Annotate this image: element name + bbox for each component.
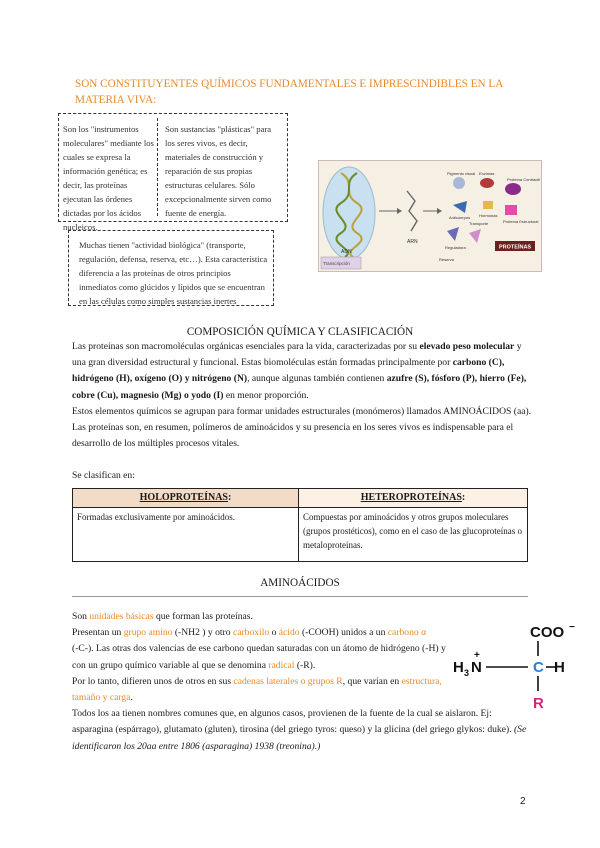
- term-radical: radical: [268, 659, 295, 671]
- label-arn: ARN: [407, 239, 418, 245]
- aa-line-4: Por lo tanto, difieren unos de otros en sus cadenas laterales o grupos R, que varían en estructura, tamaño y carga.: [72, 675, 442, 704]
- label-reserva: Reserva: [439, 257, 454, 262]
- term-estructura: estructura, tamaño y carga: [72, 675, 442, 704]
- table-col-heteroproteinas: HETEROPROTEÍNAS: Compuestas por aminoácidos y otros grupos moleculares (grupos prostéticos), como en el caso de las glucoproteínas o metaloproteínas.: [299, 489, 527, 561]
- aa-coo-label: COO: [530, 624, 565, 641]
- protein-functions-figure: [318, 160, 542, 272]
- label-defensa: Anticuerpos: [449, 215, 471, 220]
- function-text-activity: Muchas tienen "actividad biológica" (transporte, regulación, defensa, reserva, etc…). Esta característica diferencia a las proteínas de otros principios inmediatos como glúcidos y lípidos que se encuentran en las células como simples sustancias inertes: [79, 240, 268, 306]
- aa-subscript-3: 3: [464, 668, 470, 678]
- aa-amino-charge: +: [474, 650, 480, 661]
- aa-note-italic: (Se identificaron los 20aa entre 1806 (asparagina) 1938 (treonina).): [72, 724, 527, 752]
- aa-alpha-carbon: C: [533, 659, 544, 676]
- holoproteinas-title: HOLOPROTEÍNAS: [139, 492, 228, 503]
- aa-line-5: Todos los aa tienen nombres comunes que, en algunos casos, provienen de la fuente de la cual se aislaron. Ej: asparagina (espárrago), glutamato (gluten), tirosina (del griego tyros: queso) y la glicina (del griego glykos: duke). (Se identificaron los 20aa entre 1806 (asparagina) 1938 (treonina).): [72, 708, 527, 752]
- heteroproteinas-text: Compuestas por aminoácidos y otros grupos moleculares (grupos prostéticos), como en el caso de las glucoproteínas o metaloproteínas.: [303, 512, 522, 550]
- function-box-dual: [58, 113, 288, 232]
- label-reguladora: Reguladora: [445, 245, 466, 250]
- p1-text-4: en menor proporción.: [223, 389, 309, 401]
- clasifican-label: Se clasifican en:: [72, 470, 135, 481]
- aa-line-2: Presentan un grupo amino (-NH2 ) y otro carboxilo o ácido (-COOH) unidos a un carbono α: [72, 627, 427, 639]
- term-grupo-amino: grupo amino: [123, 627, 173, 639]
- label-enzimas: Enzimas: [479, 171, 495, 176]
- function-text-plastic: Son sustancias "plásticas" para los seres vivos, es decir, materiales de construcción y reparación de sus propias estructuras celulares. Sólo excepcionalmente sirven como fuente de energía.: [165, 124, 272, 218]
- aa-radical-r: R: [533, 695, 544, 712]
- holoproteinas-text: Formadas exclusivamente por aminoácidos.: [77, 512, 235, 522]
- composicion-paragraph-2: Estos elementos químicos se agrupan para formar unidades estructurales (monómeros) llamados AMINOÁCIDOS (aa). Las proteínas son, en resumen, polímeros de aminoácidos y su presencia en los seres vivos es indispensable para el desarrollo de los múltiples procesos vitales.: [72, 406, 532, 450]
- label-proteinas: PROTEÍNAS: [499, 244, 532, 251]
- box-divider: [157, 118, 158, 216]
- section-title-composicion: COMPOSICIÓN QUÍMICA Y CLASIFICACIÓN: [186, 326, 414, 338]
- p1-text-2: y una gran diversidad estructural y funcional. Estas biomoléculas están formadas principalmente por: [72, 341, 522, 369]
- aminoacidos-paragraph: [72, 609, 527, 755]
- composicion-paragraph-1: [72, 339, 532, 404]
- p1-text-3: , aunque algunas también contienen: [247, 373, 387, 385]
- term-carbono-alfa: carbono α: [387, 627, 427, 639]
- term-carboxilo: carboxilo: [232, 627, 270, 639]
- aa-coo-charge: −: [569, 622, 575, 633]
- term-unidades-basicas: unidades básicas: [89, 611, 154, 622]
- protein-functions-illustration: [319, 161, 541, 271]
- aa-line-3: (-C-). Las otras dos valencias de ese carbono quedan saturadas con un átomo de hidrógeno (-H) y con un grupo químico variable al que se denomina radical (-R).: [72, 643, 446, 671]
- page-number: 2: [520, 796, 526, 807]
- table-col-holoproteinas: HOLOPROTEÍNAS: Formadas exclusivamente por aminoácidos.: [73, 489, 299, 561]
- amino-acid-structure-diagram: [452, 620, 575, 712]
- label-hormonas: Hormonas: [479, 213, 498, 218]
- aa-hydrogen: H: [554, 659, 565, 676]
- function-box-activity: [68, 230, 274, 306]
- label-adn: ADN: [341, 249, 352, 255]
- p1-bold-peso: elevado peso molecular: [419, 341, 515, 352]
- label-pigmento: Pigmento visual: [447, 171, 476, 176]
- function-text-instruments: Son los "instrumentos moleculares" mediante los cuales se expresa la información genética; es decir, las proteínas ejecutan las órdenes dictadas por los ácidos nucleicos.: [63, 124, 154, 232]
- p1-bold-chon: carbono (C), hidrógeno (H), oxígeno (O) y nitrógeno (N): [72, 357, 505, 385]
- section-divider: [72, 596, 528, 597]
- label-estructural: Proteína Estructural: [503, 219, 539, 224]
- label-transporte: Transporte: [469, 221, 489, 226]
- aa-h-amino: H: [453, 659, 464, 676]
- term-cadenas-laterales: cadenas laterales o grupos R: [233, 675, 343, 687]
- aa-line-1: Son unidades básicas que forman las proteínas.: [72, 611, 253, 622]
- label-contractil: Proteína Contráctil: [507, 177, 541, 182]
- intro-title: SON CONSTITUYENTES QUÍMICOS FUNDAMENTALES E IMPRESCINDIBLES EN LA MATERIA VIVA:: [75, 78, 503, 106]
- p1-text-1: Las proteínas son macromoléculas orgánicas esenciales para la vida, caracterizadas por su: [72, 341, 420, 352]
- aa-nitrogen: N: [471, 659, 482, 676]
- amino-acid-structure: [452, 620, 575, 712]
- heteroproteinas-title: HETEROPROTEÍNAS: [360, 492, 462, 503]
- p1-bold-minor: azufre (S), fósforo (P), hierro (Fe), cobre (Cu), magnesio (Mg) o yodo (I): [72, 373, 527, 401]
- term-acido: ácido: [278, 627, 300, 639]
- label-transcripcion: Transcripción: [323, 261, 350, 266]
- classification-table: [72, 488, 528, 562]
- section-title-aminoacidos: AMINOÁCIDOS: [260, 577, 340, 589]
